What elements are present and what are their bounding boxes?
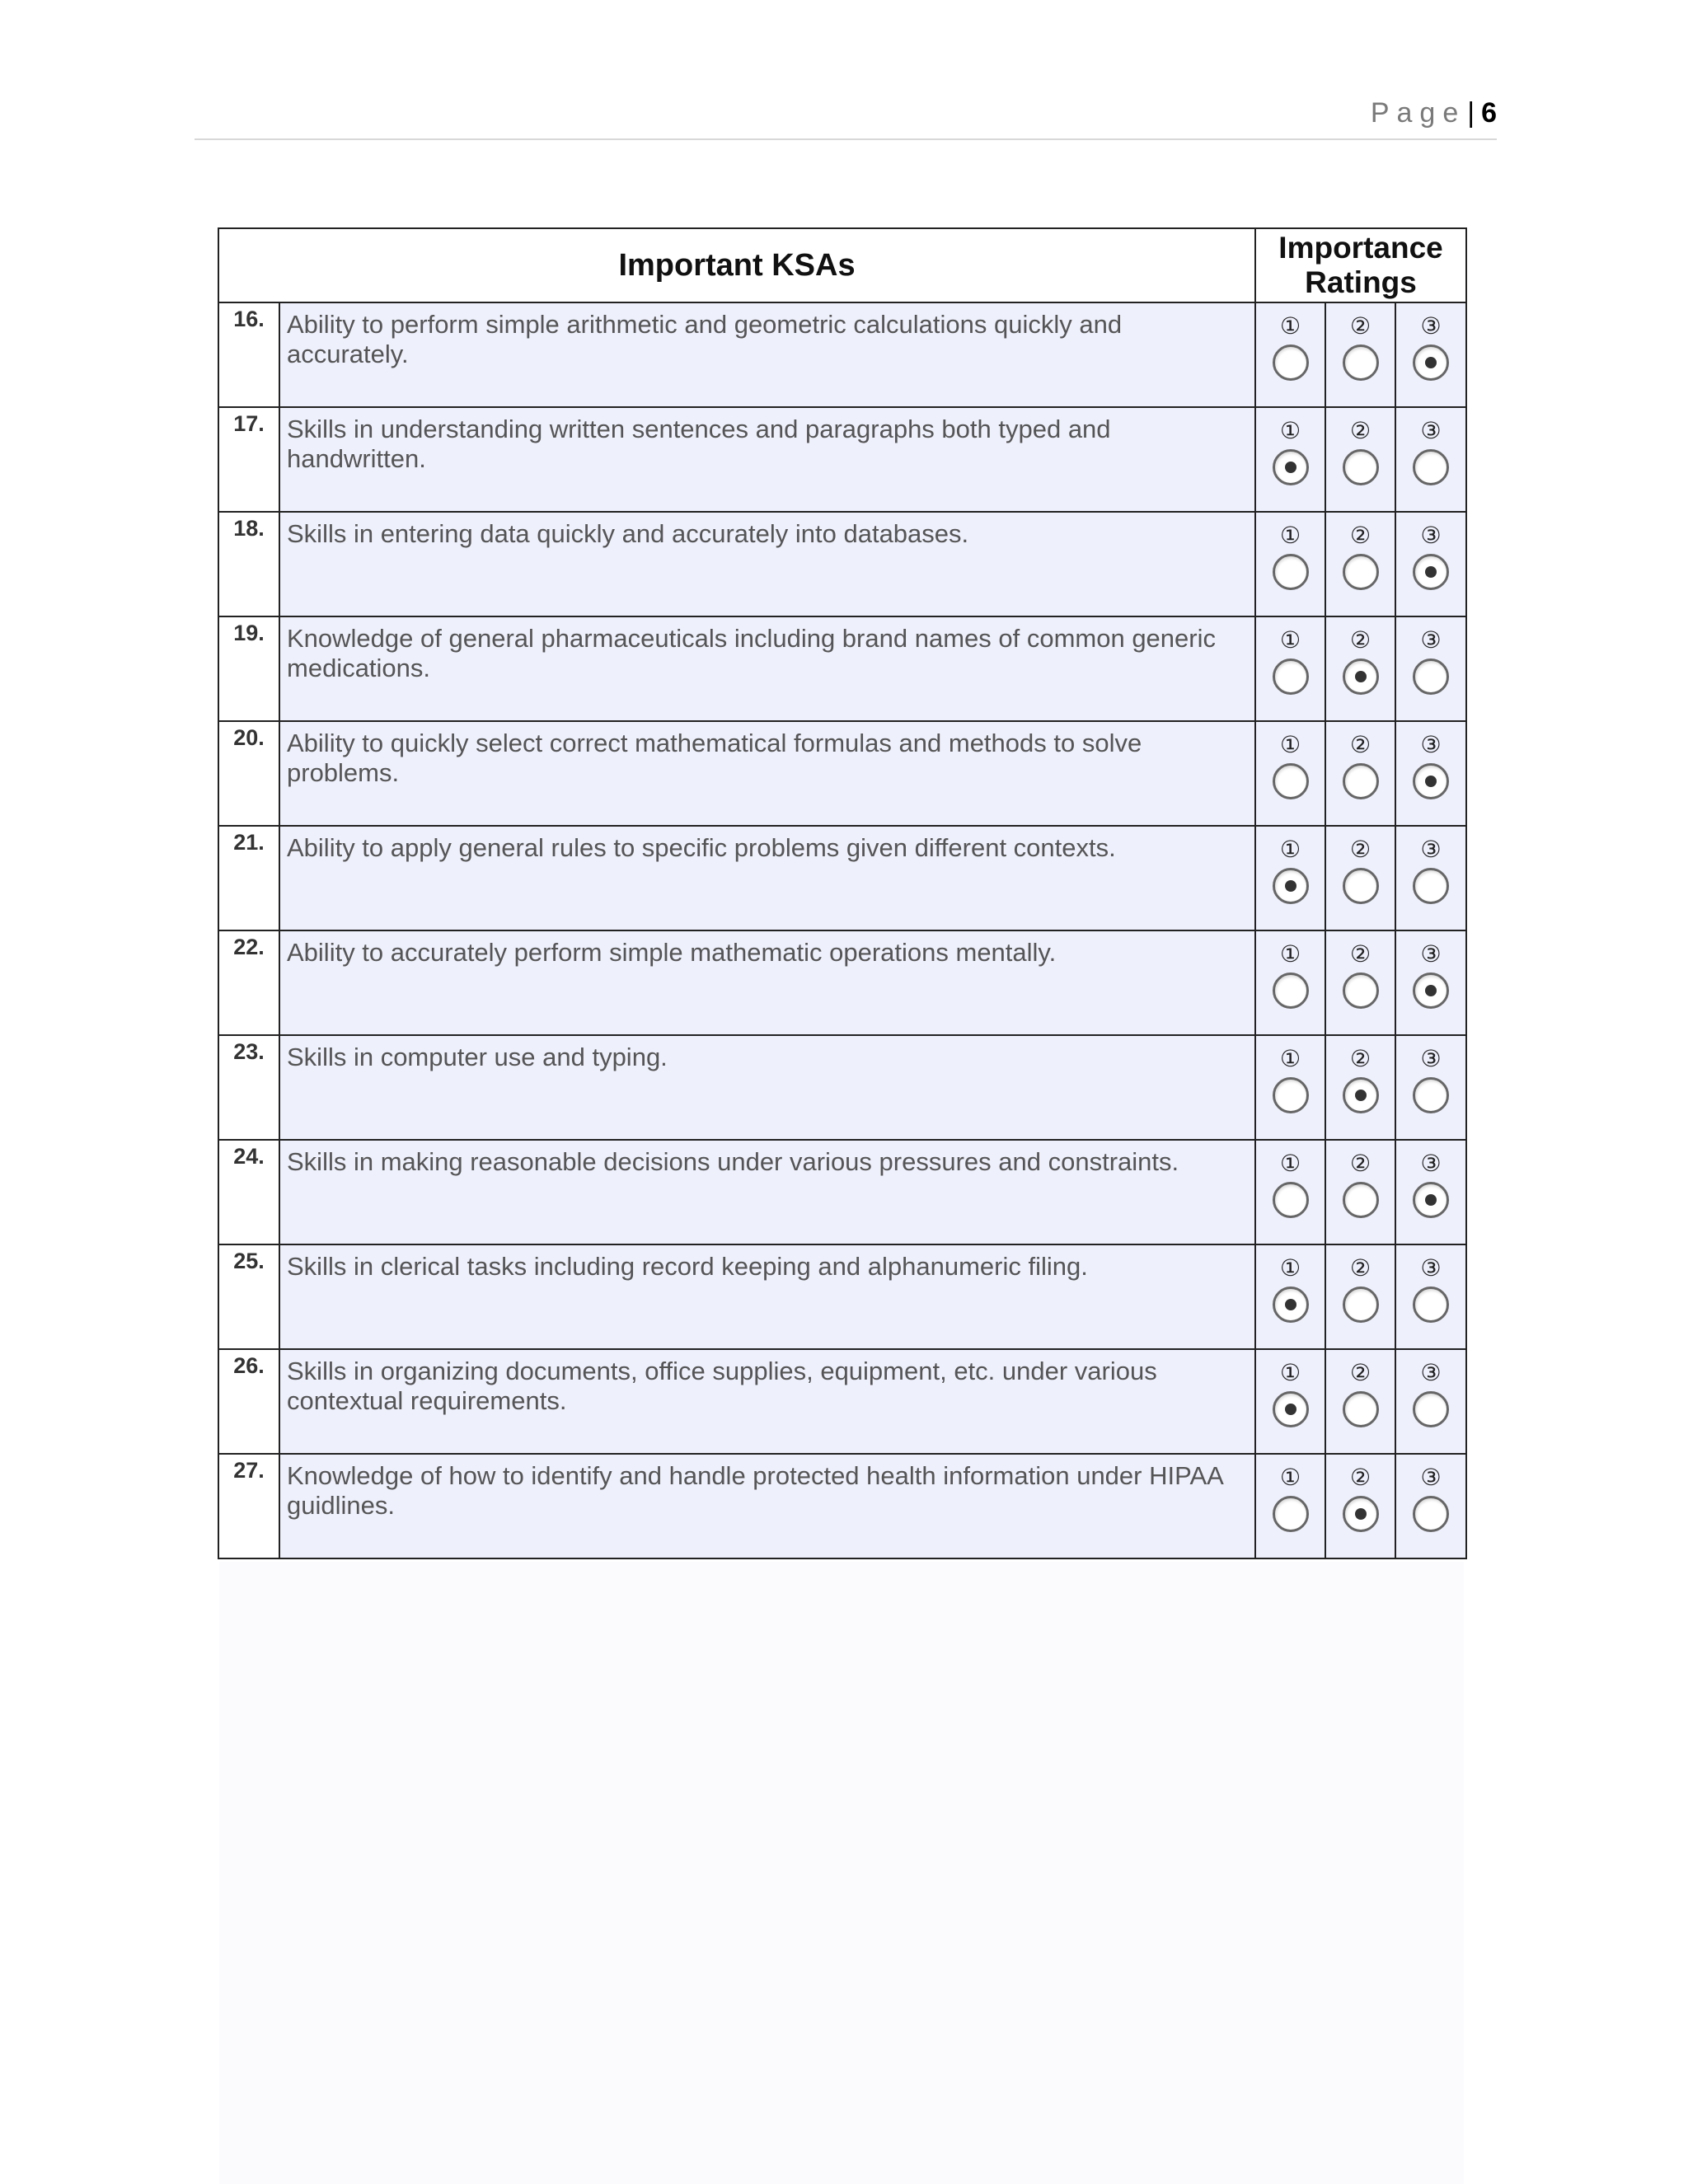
page-header xyxy=(195,97,1497,129)
rating-label-2: ② xyxy=(1349,313,1372,339)
rating-radio-3[interactable] xyxy=(1413,868,1449,904)
ksa-description: Skills in understanding written sentences and paragraphs both typed and handwritten. xyxy=(279,407,1255,512)
rating-label-3: ③ xyxy=(1420,732,1442,757)
rating-radio-1[interactable] xyxy=(1273,1496,1309,1532)
rating-radio-1[interactable] xyxy=(1273,344,1309,381)
ksa-table-body xyxy=(218,302,1466,1558)
rating-label-2: ② xyxy=(1349,627,1372,653)
rating-cell-3 xyxy=(1395,512,1466,616)
rating-radio-2[interactable] xyxy=(1343,1077,1379,1113)
rating-radio-1[interactable] xyxy=(1273,972,1309,1009)
rating-label-1: ① xyxy=(1279,732,1301,757)
ksa-table xyxy=(218,227,1467,1559)
rating-label-2: ② xyxy=(1349,1465,1372,1490)
rating-radio-2[interactable] xyxy=(1343,449,1379,485)
header-divider xyxy=(195,138,1497,140)
item-number: 18. xyxy=(218,512,279,616)
ksa-description: Ability to quickly select correct mathematical formulas and methods to solve problems. xyxy=(279,721,1255,826)
table-row xyxy=(218,302,1466,407)
rating-label-1: ① xyxy=(1279,1465,1301,1490)
rating-label-2: ② xyxy=(1349,418,1372,443)
rating-cell-1 xyxy=(1255,826,1325,930)
rating-cell-1 xyxy=(1255,1035,1325,1140)
rating-radio-3[interactable] xyxy=(1413,1391,1449,1427)
rating-cell-1 xyxy=(1255,616,1325,721)
rating-label-3: ③ xyxy=(1420,941,1442,967)
rating-radio-1[interactable] xyxy=(1273,868,1309,904)
rating-cell-1 xyxy=(1255,1244,1325,1349)
rating-label-1: ① xyxy=(1279,1360,1301,1385)
rating-radio-1[interactable] xyxy=(1273,1391,1309,1427)
rating-cell-1 xyxy=(1255,302,1325,407)
rating-radio-2[interactable] xyxy=(1343,1391,1379,1427)
page-number: 6 xyxy=(1481,97,1497,129)
table-row xyxy=(218,1349,1466,1454)
rating-radio-1[interactable] xyxy=(1273,763,1309,799)
ksa-description: Knowledge of how to identify and handle protected health information under HIPAA guidlines. xyxy=(279,1454,1255,1558)
rating-cell-2 xyxy=(1325,826,1395,930)
item-number: 17. xyxy=(218,407,279,512)
item-number: 16. xyxy=(218,302,279,407)
rating-cell-3 xyxy=(1395,302,1466,407)
rating-label-1: ① xyxy=(1279,941,1301,967)
table-row xyxy=(218,1035,1466,1140)
rating-cell-1 xyxy=(1255,1349,1325,1454)
rating-radio-2[interactable] xyxy=(1343,763,1379,799)
rating-cell-3 xyxy=(1395,1244,1466,1349)
rating-radio-3[interactable] xyxy=(1413,344,1449,381)
table-row xyxy=(218,930,1466,1035)
rating-radio-3[interactable] xyxy=(1413,1286,1449,1323)
item-number: 26. xyxy=(218,1349,279,1454)
ksa-description: Skills in clerical tasks including record keeping and alphanumeric filing. xyxy=(279,1244,1255,1349)
rating-radio-3[interactable] xyxy=(1413,554,1449,590)
ksa-description: Ability to perform simple arithmetic and geometric calculations quickly and accurately. xyxy=(279,302,1255,407)
rating-radio-2[interactable] xyxy=(1343,972,1379,1009)
page-separator: | xyxy=(1467,97,1475,129)
rating-label-2: ② xyxy=(1349,1255,1372,1281)
rating-cell-3 xyxy=(1395,930,1466,1035)
rating-cell-3 xyxy=(1395,721,1466,826)
rating-radio-1[interactable] xyxy=(1273,1182,1309,1218)
item-number: 24. xyxy=(218,1140,279,1244)
rating-label-3: ③ xyxy=(1420,1151,1442,1176)
rating-radio-3[interactable] xyxy=(1413,972,1449,1009)
rating-label-2: ② xyxy=(1349,732,1372,757)
rating-radio-2[interactable] xyxy=(1343,658,1379,695)
rating-label-3: ③ xyxy=(1420,313,1442,339)
table-row xyxy=(218,721,1466,826)
item-number: 23. xyxy=(218,1035,279,1140)
item-number: 25. xyxy=(218,1244,279,1349)
rating-cell-3 xyxy=(1395,407,1466,512)
rating-radio-1[interactable] xyxy=(1273,1077,1309,1113)
table-row xyxy=(218,826,1466,930)
rating-radio-1[interactable] xyxy=(1273,1286,1309,1323)
rating-label-1: ① xyxy=(1279,313,1301,339)
item-number: 20. xyxy=(218,721,279,826)
rating-cell-2 xyxy=(1325,616,1395,721)
rating-cell-2 xyxy=(1325,721,1395,826)
table-row xyxy=(218,512,1466,616)
rating-label-3: ③ xyxy=(1420,1255,1442,1281)
rating-label-3: ③ xyxy=(1420,627,1442,653)
rating-radio-3[interactable] xyxy=(1413,1496,1449,1532)
rating-radio-2[interactable] xyxy=(1343,1286,1379,1323)
ksa-description: Knowledge of general pharmaceuticals including brand names of common generic medications. xyxy=(279,616,1255,721)
rating-cell-2 xyxy=(1325,930,1395,1035)
rating-radio-3[interactable] xyxy=(1413,658,1449,695)
page-label: Page xyxy=(1370,97,1466,129)
item-number: 21. xyxy=(218,826,279,930)
item-number: 22. xyxy=(218,930,279,1035)
rating-label-3: ③ xyxy=(1420,1360,1442,1385)
rating-label-1: ① xyxy=(1279,1255,1301,1281)
rating-cell-2 xyxy=(1325,1140,1395,1244)
rating-radio-1[interactable] xyxy=(1273,449,1309,485)
rating-radio-2[interactable] xyxy=(1343,868,1379,904)
rating-label-1: ① xyxy=(1279,418,1301,443)
rating-radio-1[interactable] xyxy=(1273,554,1309,590)
rating-radio-3[interactable] xyxy=(1413,1182,1449,1218)
rating-cell-3 xyxy=(1395,826,1466,930)
table-row xyxy=(218,407,1466,512)
rating-label-2: ② xyxy=(1349,1151,1372,1176)
ksa-description: Skills in organizing documents, office supplies, equipment, etc. under various contextual requirements. xyxy=(279,1349,1255,1454)
ksa-description: Ability to apply general rules to specific problems given different contexts. xyxy=(279,826,1255,930)
rating-cell-2 xyxy=(1325,1454,1395,1558)
rating-radio-2[interactable] xyxy=(1343,554,1379,590)
rating-cell-2 xyxy=(1325,1244,1395,1349)
rating-cell-3 xyxy=(1395,1140,1466,1244)
ksa-description: Skills in making reasonable decisions under various pressures and constraints. xyxy=(279,1140,1255,1244)
ksa-description: Ability to accurately perform simple mathematic operations mentally. xyxy=(279,930,1255,1035)
rating-cell-2 xyxy=(1325,1035,1395,1140)
form-background xyxy=(219,1562,1464,2184)
table-header-row xyxy=(218,228,1466,302)
rating-cell-1 xyxy=(1255,930,1325,1035)
item-number: 27. xyxy=(218,1454,279,1558)
rating-cell-1 xyxy=(1255,512,1325,616)
table-row xyxy=(218,1454,1466,1558)
rating-label-2: ② xyxy=(1349,1046,1372,1071)
rating-label-1: ① xyxy=(1279,837,1301,862)
rating-label-2: ② xyxy=(1349,523,1372,548)
rating-label-2: ② xyxy=(1349,1360,1372,1385)
ksa-description: Skills in entering data quickly and accurately into databases. xyxy=(279,512,1255,616)
rating-radio-3[interactable] xyxy=(1413,763,1449,799)
rating-cell-3 xyxy=(1395,616,1466,721)
item-number: 19. xyxy=(218,616,279,721)
rating-label-3: ③ xyxy=(1420,418,1442,443)
rating-label-1: ① xyxy=(1279,1046,1301,1071)
rating-cell-1 xyxy=(1255,721,1325,826)
rating-cell-3 xyxy=(1395,1035,1466,1140)
rating-label-1: ① xyxy=(1279,1151,1301,1176)
rating-radio-2[interactable] xyxy=(1343,344,1379,381)
table-row xyxy=(218,1244,1466,1349)
rating-radio-2[interactable] xyxy=(1343,1496,1379,1532)
rating-radio-3[interactable] xyxy=(1413,1077,1449,1113)
rating-label-1: ① xyxy=(1279,523,1301,548)
rating-radio-2[interactable] xyxy=(1343,1182,1379,1218)
rating-label-2: ② xyxy=(1349,941,1372,967)
rating-cell-3 xyxy=(1395,1454,1466,1558)
table-row xyxy=(218,616,1466,721)
rating-label-3: ③ xyxy=(1420,1046,1442,1071)
table-row xyxy=(218,1140,1466,1244)
rating-cell-2 xyxy=(1325,1349,1395,1454)
rating-radio-1[interactable] xyxy=(1273,658,1309,695)
rating-cell-1 xyxy=(1255,1140,1325,1244)
rating-cell-3 xyxy=(1395,1349,1466,1454)
ksa-description: Skills in computer use and typing. xyxy=(279,1035,1255,1140)
rating-cell-1 xyxy=(1255,407,1325,512)
rating-cell-1 xyxy=(1255,1454,1325,1558)
rating-label-2: ② xyxy=(1349,837,1372,862)
column-header-ksas: Important KSAs xyxy=(218,228,1255,302)
column-header-importance-ratings: Importance Ratings xyxy=(1255,228,1466,302)
rating-cell-2 xyxy=(1325,407,1395,512)
rating-label-1: ① xyxy=(1279,627,1301,653)
rating-label-3: ③ xyxy=(1420,1465,1442,1490)
rating-label-3: ③ xyxy=(1420,523,1442,548)
rating-radio-3[interactable] xyxy=(1413,449,1449,485)
rating-cell-2 xyxy=(1325,302,1395,407)
rating-label-3: ③ xyxy=(1420,837,1442,862)
rating-cell-2 xyxy=(1325,512,1395,616)
